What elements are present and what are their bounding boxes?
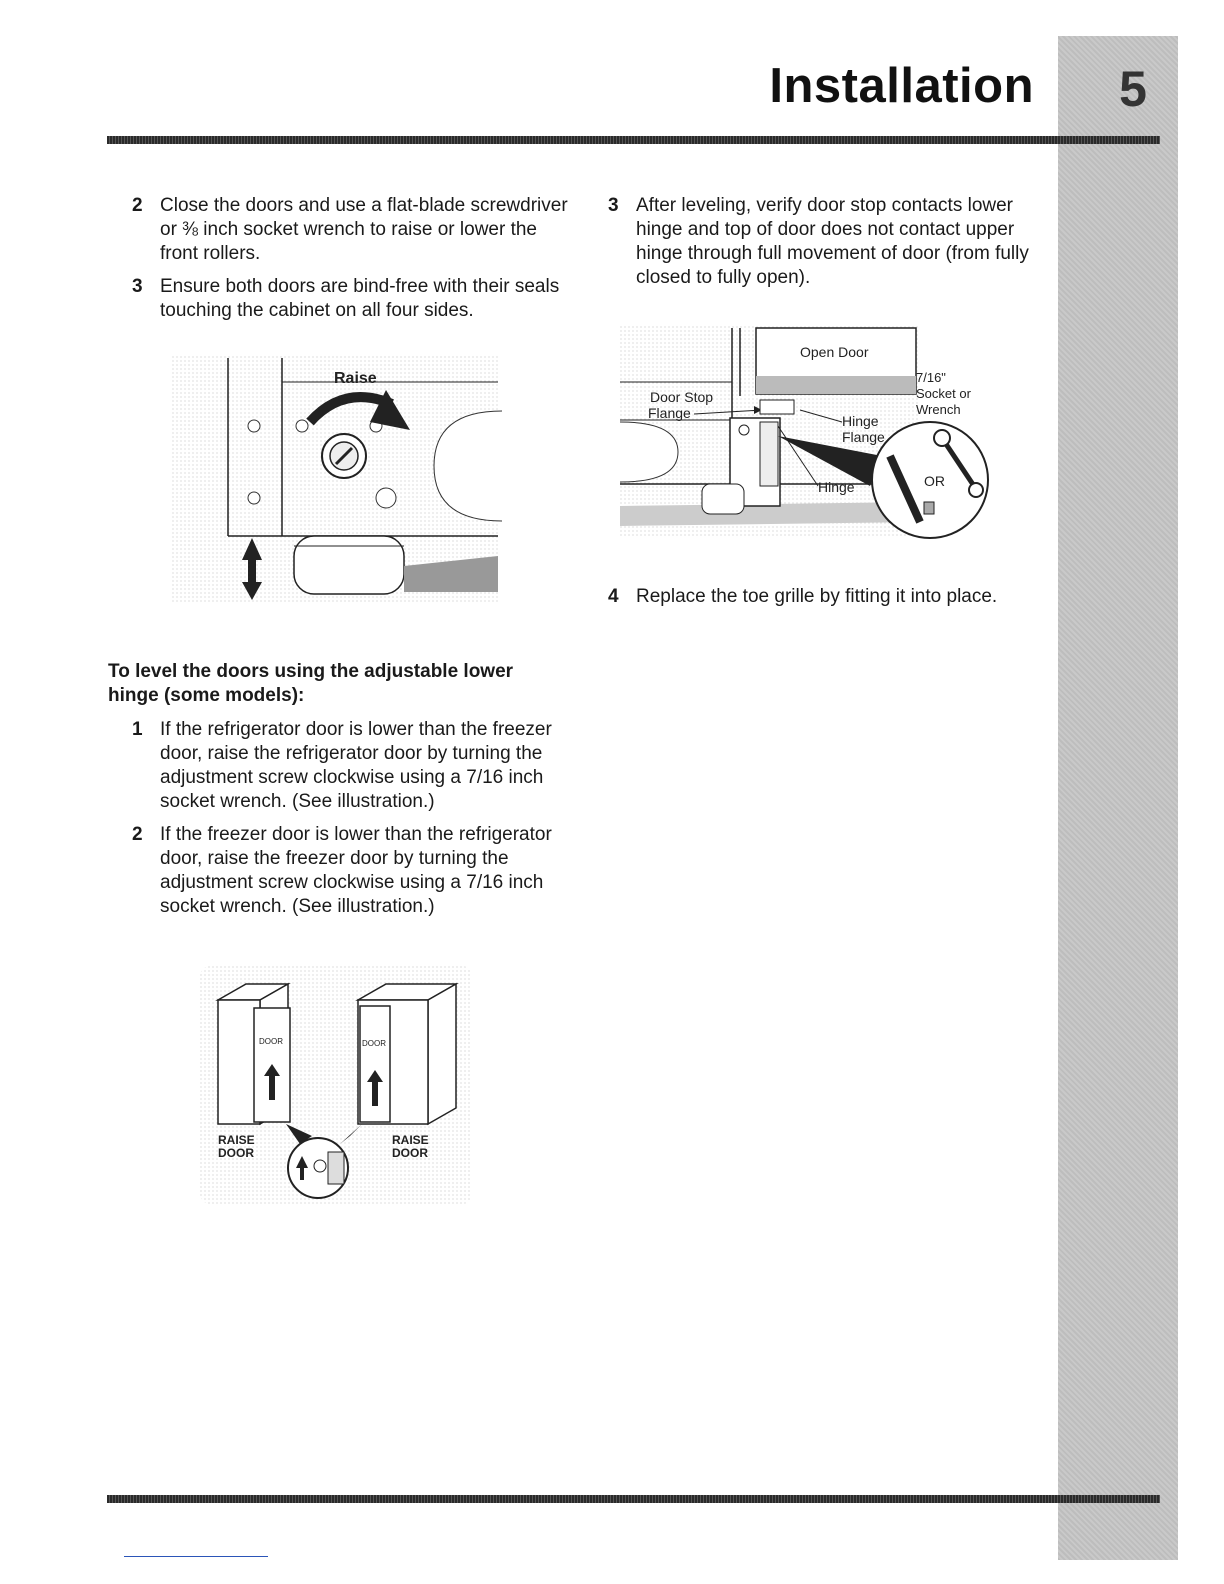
step-text-end: inch socket wrench. (See illustration.) — [160, 767, 544, 812]
step-text-start: If the freezer door is lower than the refrigerator door, raise the freezer door by turning the adjustment screw clockwise using a — [160, 824, 552, 893]
size-label: 7/16" — [916, 370, 946, 385]
section-subheading: To level the doors using the adjustable lower hinge (some models): — [108, 661, 514, 706]
door-leveling-illustration — [200, 966, 474, 1206]
page-number: 5 — [1119, 61, 1147, 117]
step-number: 4 — [608, 586, 619, 607]
hinge-bottom-label: Hinge — [818, 479, 855, 495]
raise-door-left-2: DOOR — [218, 1146, 254, 1160]
step-text: Replace the toe grille by fitting it into place. — [636, 586, 998, 607]
raise-door-right-1: RAISE — [392, 1133, 429, 1147]
footer-rule — [107, 1495, 1160, 1503]
door-stop-label: Door Stop — [650, 389, 714, 405]
step-number: 1 — [132, 719, 143, 740]
roller-adjust-illustration — [172, 356, 502, 606]
or-label: OR — [924, 473, 945, 489]
step-2b — [108, 823, 568, 919]
flange-label: Flange — [648, 405, 691, 421]
left-steps-bottom — [108, 660, 568, 928]
socket-or-label: Socket or — [916, 386, 971, 401]
raise-door-right-2: DOOR — [392, 1146, 428, 1160]
door-stop-hinge-illustration — [620, 326, 1000, 552]
fraction: 7/16 — [466, 767, 504, 788]
step-text-start: If the refrigerator door is lower than the freezer door, raise the refrigerator door by turning the adjustment screw clockwise using a — [160, 719, 552, 788]
step-number: 2 — [132, 195, 143, 216]
step-2 — [130, 194, 570, 266]
step-1 — [108, 718, 568, 814]
step-4 — [606, 585, 1046, 609]
open-door-label: Open Door — [800, 344, 869, 360]
wrench-label: Wrench — [916, 402, 961, 417]
fraction: 7/16 — [466, 872, 504, 893]
hinge-label: Hinge — [842, 413, 879, 429]
right-step-3 — [606, 194, 1046, 299]
step-3-right — [606, 194, 1046, 290]
page-title: Installation — [769, 59, 1034, 113]
step-text-end: inch socket wrench. (See illustration.) — [160, 872, 544, 917]
raise-label: Raise — [334, 370, 377, 387]
step-3 — [130, 275, 570, 323]
side-tab — [1058, 36, 1178, 1560]
left-steps-top — [130, 194, 570, 332]
door-label: DOOR — [259, 1037, 283, 1046]
step-text: Close the doors and use a flat-blade screwdriver or ⅜ inch socket wrench to raise or lower the front rollers. — [160, 195, 568, 264]
header-rule — [107, 136, 1160, 144]
raise-door-left-1: RAISE — [218, 1133, 255, 1147]
step-number: 3 — [608, 195, 619, 216]
step-number: 2 — [132, 824, 143, 845]
footer-link-underline — [124, 1556, 268, 1557]
step-text: Ensure both doors are bind-free with their seals touching the cabinet on all four sides. — [160, 276, 560, 321]
right-step-4 — [606, 585, 1046, 618]
step-text: After leveling, verify door stop contacts lower hinge and top of door does not contact upper hinge through full movement of door (from fully closed to fully open). — [636, 195, 1029, 288]
hinge-flange-label: Flange — [842, 429, 885, 445]
door-label: DOOR — [362, 1039, 386, 1048]
step-number: 3 — [132, 276, 143, 297]
